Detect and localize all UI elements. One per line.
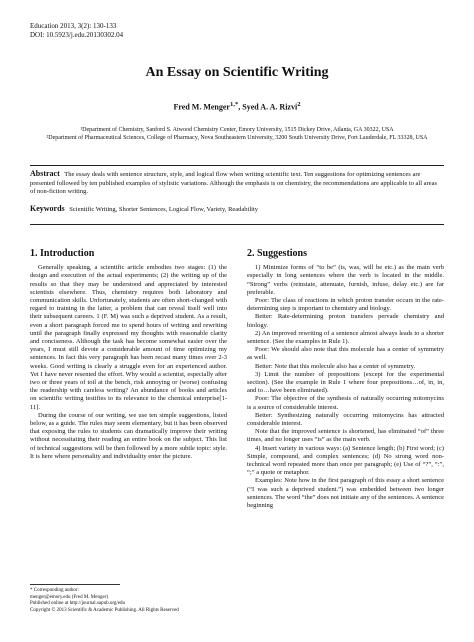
journal-citation: Education 2013, 3(2): 130-133 xyxy=(30,22,117,30)
suggestion-paragraph: Poor: We should also note that this molecule has a center of symmetry as well. xyxy=(247,346,444,362)
author-line xyxy=(0,101,474,112)
footnote-corresponding: * Corresponding author: xyxy=(30,588,79,593)
paper-title: An Essay on Scientific Writing xyxy=(145,65,329,80)
author-2-sup: 2 xyxy=(297,101,301,108)
abstract xyxy=(30,170,444,197)
keywords-text: Scientific Writing, Shorter Sentences, Logical Flow, Variety, Readability xyxy=(69,206,259,213)
suggestion-paragraph: Better: Note that this molecule also has a center of symmetry. xyxy=(255,362,416,370)
left-column xyxy=(30,250,227,461)
footnote-copyright: Copyright © 2013 Scientific & Academic Publishing. All Rights Reserved xyxy=(30,607,179,613)
footnote-published: Published online at http://journal.sapub.org/edu xyxy=(30,601,126,607)
suggestions-heading: 2. Suggestions xyxy=(247,248,308,259)
abstract-text: The essay deals with sentence structure, style, and logical flow when writing scientific text. Ten suggestions for optimizing sentences are presented followed by ten published examples of stylistic variations. Although the emphasis is on chemistry, the recommendations are applicable to all areas of non-fiction writing. xyxy=(30,171,437,195)
suggestion-paragraph: 3) Limit the number of prepositions (except for the experimental section). (See the example in Rule 1 where four prepositions…of, in, in, and to…have been eliminated). xyxy=(247,370,444,395)
journal-doi: DOI: 10.5923/j.edu.20130302.04 xyxy=(30,31,124,39)
suggestion-paragraph: Examples: Note how in the first paragraph of this essay a short sentence (“I was such a deprived student.”) was embedded between two longer sentences. The word “the” does not initiate any of the sentences. A sentence beginning xyxy=(247,477,444,510)
author-1: Fred M. Menger xyxy=(173,102,230,112)
footnote-email: menger@emory.edu (Fred M. Menger) xyxy=(30,594,109,600)
suggestion-paragraph: Better: Rate-determining proton transfers pervade chemistry and biology. xyxy=(247,313,444,329)
keywords-label: Keywords xyxy=(30,204,65,213)
abstract-bottom-rule xyxy=(30,224,444,225)
suggestion-paragraph: Note that the improved sentence is shortened, has eliminated “of” three times, and no longer uses “is” as the main verb. xyxy=(247,428,444,444)
suggestion-paragraph: Poor: The class of reactions in which proton transfer occurs in the rate-determining step is important to chemistry and biology. xyxy=(247,297,444,313)
author-1-sup: 1,* xyxy=(229,101,239,108)
footnote-rule xyxy=(30,584,120,585)
keywords xyxy=(30,205,444,215)
suggestion-paragraph: 2) An improved rewriting of a sentence almost always leads to a shorter sentence. (See the examples in Rule 1). xyxy=(247,329,444,346)
abstract-label: Abstract xyxy=(30,169,60,178)
journal-info xyxy=(30,22,123,40)
intro-paragraph-2: During the course of our writing, we use ten simple suggestions, listed below, as a guide. The rules may seem elementary, but it has been observed that exposing the rules to students can dramatically improve their writing without necessitating their reading an entire book on the subject. This list of technical suggestions will be then followed by a more subtle topic: style. It is here where personality and individuality enter the picture. xyxy=(30,411,227,460)
affiliation-2: ²Department of Pharmaceutical Sciences, College of Pharmacy, Nova Southeastern University, 3200 South University Drive, Fort Lauderdale, FL 33328, USA xyxy=(46,135,428,141)
footnote xyxy=(30,588,230,614)
suggestion-paragraph: Better: Synthesizing naturally occurring mitomycins has attracted considerable interest. xyxy=(247,411,444,428)
affiliations xyxy=(40,126,434,142)
intro-heading: 1. Introduction xyxy=(30,248,95,259)
intro-paragraph-1: Generally speaking, a scientific article embodies two stages: (1) the design and execution of the actual experiments; (2) the writing up of the results so that they may be understood and appreciated by interested scientists elsewhere. Thus, chemistry requires both laboratory and communication skills. Unfortunately, students are often short-changed with regard to training in the latter, a problem that can reveal itself well into their subsequent careers. 1 (F. M) was such a deprived student. As a result, even a short paragraph forced me to spend hours of writing and rewriting until the paragraph finally expressed my thoughts with reasonable clarity and conciseness. Although the task has become somewhat easier over the years, I must still devote a considerable amount of time optimizing my sentences. In fact this very paragraph has been recast many times over 2-3 weeks. Good writing is clearly a struggle even for an experienced author. Yet I have never resented the effort. Why would a scientist, especially after two or three years of toil at the bench, risk annoying or (worse) confusing the readership with careless writing? An abundance of books and articles on scientific writing testifies to its relevance to the chemical enterprise[1-11]. xyxy=(30,264,227,411)
suggestion-paragraph: 1) Minimize forms of “to be” (is, was, will be etc.) as the main verb especially in long sentences where the verb is located in the middle. “Strong” verbs (reinstate, attenuate, furnish, infuse, delay etc.) are far preferable. xyxy=(247,264,444,296)
affiliation-1: ¹Department of Chemistry, Sanford S. Atwood Chemistry Center, Emory University, 1515 Dickey Drive, Atlanta, GA 30322, USA xyxy=(80,127,394,133)
suggestion-paragraph: 4) Insert variety in various ways: (a) Sentence length; (b) First word; (c) Simple, compound, and complex sentences; (d) No strong word non-technical word repeated more than once per paragraph; (e) Use of “?”, “:”, “;” a quote or metaphor. xyxy=(247,444,444,477)
abstract-top-rule xyxy=(30,165,444,166)
right-column xyxy=(247,250,444,510)
suggestion-paragraph: Poor: The objective of the synthesis of naturally occurring mitomycins is a source of considerable interest. xyxy=(247,395,444,411)
author-2: , Syed A. A. Rizvi xyxy=(238,102,298,112)
